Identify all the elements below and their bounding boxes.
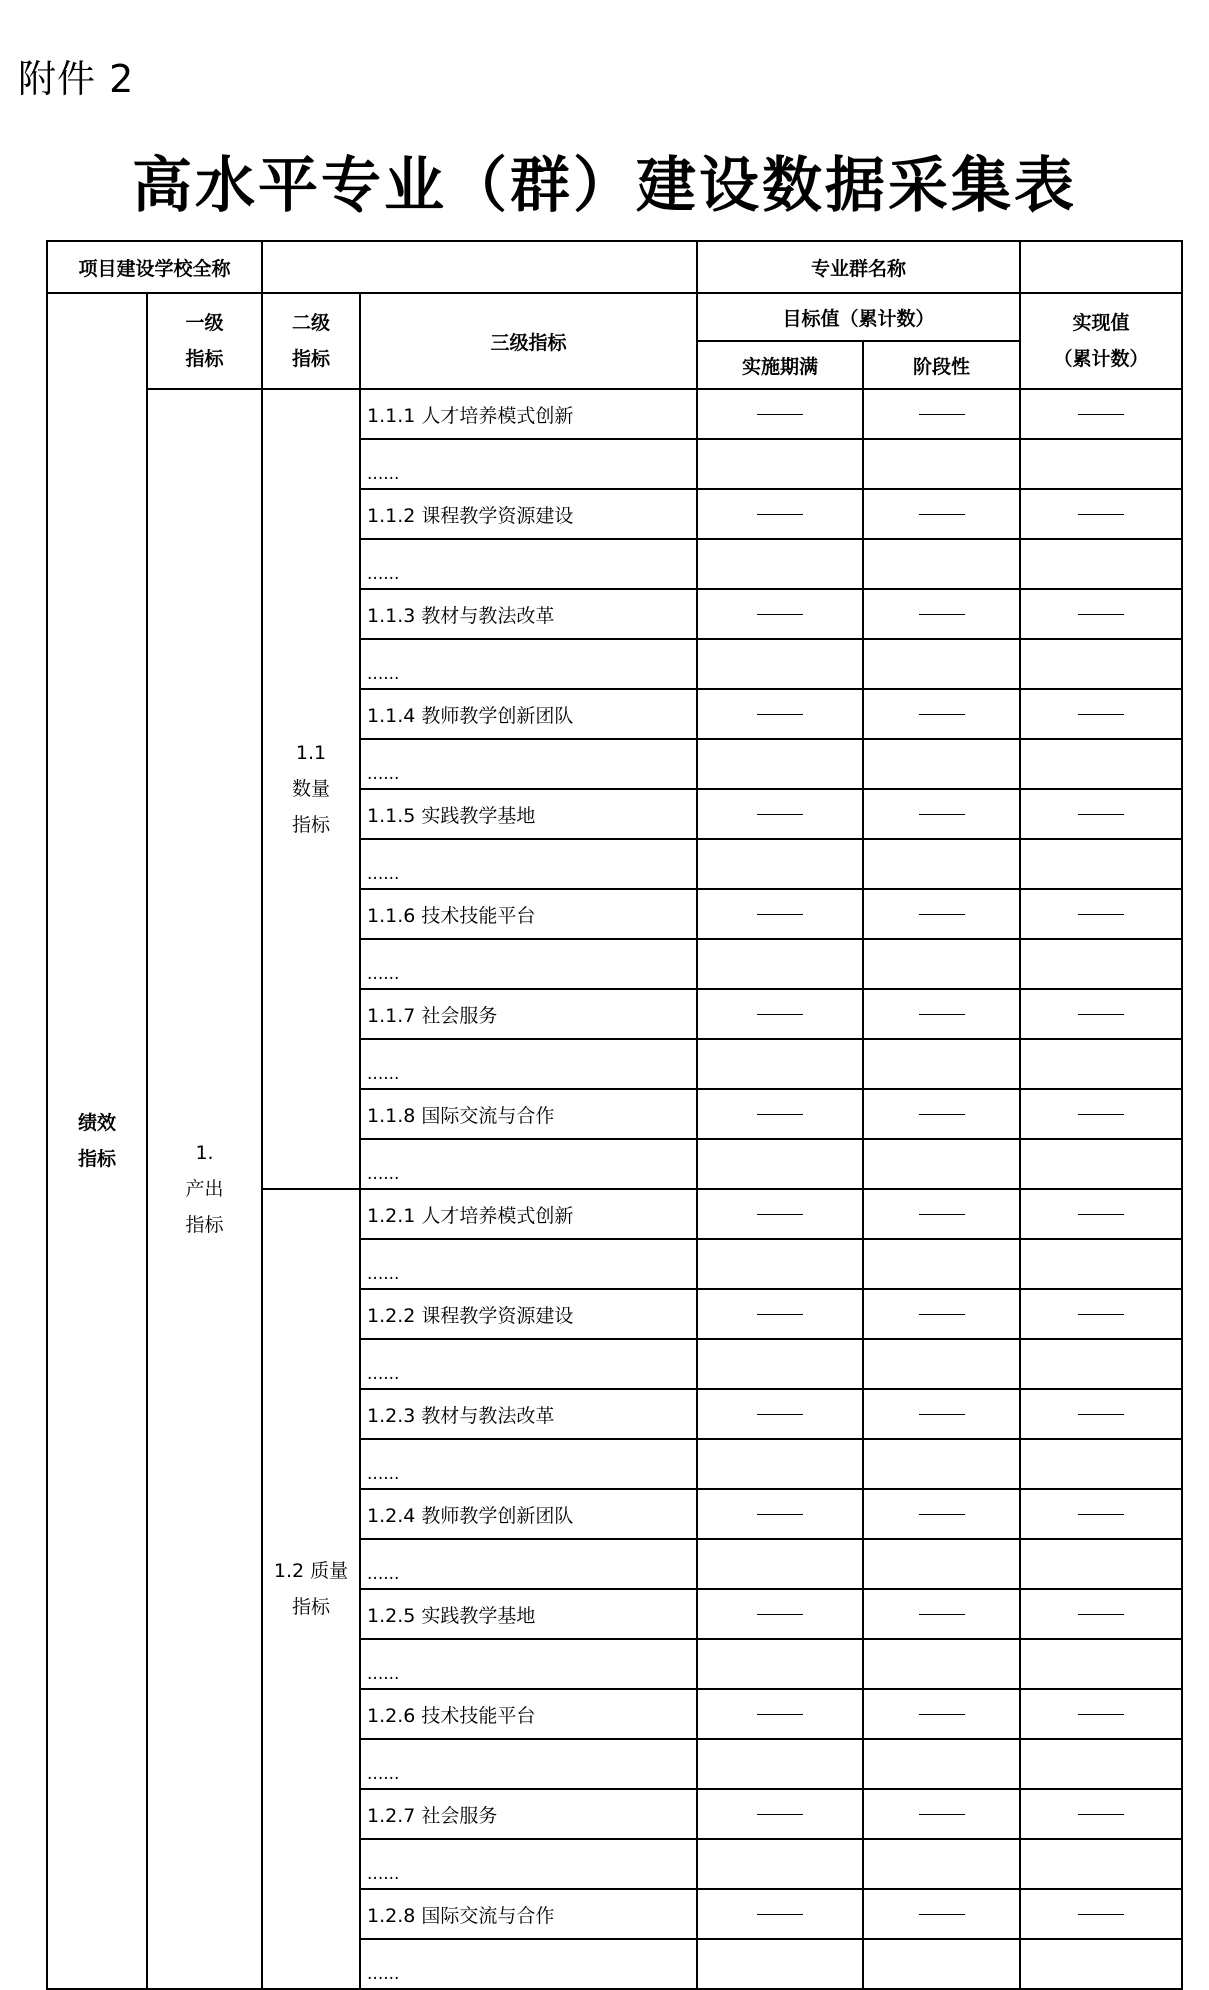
target-full-dash-cell xyxy=(697,1889,863,1939)
dash-mark xyxy=(757,1014,803,1015)
target-full-dash-cell xyxy=(697,1289,863,1339)
target-stage-dash-cell xyxy=(863,1489,1020,1539)
target-stage-input-cell[interactable] xyxy=(863,1939,1020,1989)
actual-input-cell[interactable] xyxy=(1020,1739,1182,1789)
actual-input-cell[interactable] xyxy=(1020,939,1182,989)
ellipsis-cell: ...... xyxy=(360,839,697,889)
indicator-item: 1.1.2 课程教学资源建设 xyxy=(360,489,697,539)
target-full-input-cell[interactable] xyxy=(697,1139,863,1189)
level1-output-cell xyxy=(147,389,262,1989)
actual-input-cell[interactable] xyxy=(1020,1839,1182,1889)
indicator-item: 1.2.3 教材与教法改革 xyxy=(360,1389,697,1439)
actual-input-cell[interactable] xyxy=(1020,1039,1182,1089)
ellipsis-cell: ...... xyxy=(360,1439,697,1489)
target-stage-dash-cell xyxy=(863,1289,1020,1339)
target-full-dash-cell xyxy=(697,389,863,439)
target-stage-dash-cell xyxy=(863,489,1020,539)
target-full-dash-cell xyxy=(697,789,863,839)
dash-mark xyxy=(757,1414,803,1415)
target-full-input-cell[interactable] xyxy=(697,1239,863,1289)
actual-header-line-2: （累计数） xyxy=(1053,348,1149,370)
actual-dash-cell xyxy=(1020,1289,1182,1339)
target-full-input-cell[interactable] xyxy=(697,1639,863,1689)
target-stage-dash-cell xyxy=(863,389,1020,439)
target-stage-input-cell[interactable] xyxy=(863,1539,1020,1589)
ellipsis-cell: ...... xyxy=(360,1339,697,1389)
indicator-item: 1.1.6 技术技能平台 xyxy=(360,889,697,939)
level2-cell xyxy=(262,389,360,1189)
dash-mark xyxy=(757,1614,803,1615)
ellipsis-cell: ...... xyxy=(360,1039,697,1089)
target-full-header: 实施期满 xyxy=(697,341,863,389)
indicator-item: 1.1.1 人才培养模式创新 xyxy=(360,389,697,439)
target-full-dash-cell xyxy=(697,889,863,939)
target-stage-input-cell[interactable] xyxy=(863,1339,1020,1389)
dash-mark xyxy=(919,1714,965,1715)
target-stage-dash-cell xyxy=(863,1389,1020,1439)
actual-input-cell[interactable] xyxy=(1020,1239,1182,1289)
dash-mark xyxy=(919,814,965,815)
dash-mark xyxy=(1078,1014,1124,1015)
dash-mark xyxy=(1078,1814,1124,1815)
indicator-item: 1.1.5 实践教学基地 xyxy=(360,789,697,839)
target-stage-dash-cell xyxy=(863,1089,1020,1139)
actual-input-cell[interactable] xyxy=(1020,739,1182,789)
dash-mark xyxy=(919,1914,965,1915)
target-stage-input-cell[interactable] xyxy=(863,539,1020,589)
target-full-input-cell[interactable] xyxy=(697,639,863,689)
target-full-input-cell[interactable] xyxy=(697,1339,863,1389)
dash-mark xyxy=(919,1014,965,1015)
target-full-input-cell[interactable] xyxy=(697,539,863,589)
actual-dash-cell xyxy=(1020,1689,1182,1739)
target-full-dash-cell xyxy=(697,689,863,739)
actual-dash-cell xyxy=(1020,1489,1182,1539)
dash-mark xyxy=(1078,914,1124,915)
actual-dash-cell xyxy=(1020,1789,1182,1839)
actual-input-cell[interactable] xyxy=(1020,1139,1182,1189)
indicator-item: 1.1.7 社会服务 xyxy=(360,989,697,1039)
level1-header xyxy=(147,293,262,389)
indicator-item: 1.2.8 国际交流与合作 xyxy=(360,1889,697,1939)
header-row-school xyxy=(47,241,1182,293)
target-full-dash-cell xyxy=(697,1489,863,1539)
target-stage-dash-cell xyxy=(863,989,1020,1039)
dash-mark xyxy=(757,714,803,715)
actual-dash-cell xyxy=(1020,1889,1182,1939)
target-stage-dash-cell xyxy=(863,689,1020,739)
dash-mark xyxy=(1078,1714,1124,1715)
ellipsis-cell: ...... xyxy=(360,539,697,589)
dash-mark xyxy=(757,814,803,815)
target-stage-dash-cell xyxy=(863,889,1020,939)
actual-dash-cell xyxy=(1020,989,1182,1039)
target-full-input-cell[interactable] xyxy=(697,1739,863,1789)
ellipsis-cell: ...... xyxy=(360,639,697,689)
dash-mark xyxy=(757,414,803,415)
level3-header: 三级指标 xyxy=(360,293,697,389)
target-stage-input-cell[interactable] xyxy=(863,1039,1020,1089)
target-stage-input-cell[interactable] xyxy=(863,439,1020,489)
ellipsis-cell: ...... xyxy=(360,939,697,989)
target-full-dash-cell xyxy=(697,489,863,539)
level2-cell xyxy=(262,1189,360,1989)
target-stage-dash-cell xyxy=(863,1189,1020,1239)
dash-mark xyxy=(919,1114,965,1115)
actual-dash-cell xyxy=(1020,489,1182,539)
actual-input-cell[interactable] xyxy=(1020,439,1182,489)
dash-mark xyxy=(1078,1314,1124,1315)
target-stage-input-cell[interactable] xyxy=(863,839,1020,889)
target-stage-header: 阶段性 xyxy=(863,341,1020,389)
dash-mark xyxy=(757,1814,803,1815)
ellipsis-cell: ...... xyxy=(360,1939,697,1989)
target-stage-dash-cell xyxy=(863,1589,1020,1639)
target-stage-dash-cell xyxy=(863,1789,1020,1839)
target-full-dash-cell xyxy=(697,1389,863,1439)
dash-mark xyxy=(919,1414,965,1415)
dash-mark xyxy=(757,614,803,615)
target-full-dash-cell xyxy=(697,1689,863,1739)
target-stage-dash-cell xyxy=(863,1889,1020,1939)
dash-mark xyxy=(757,1714,803,1715)
target-full-input-cell[interactable] xyxy=(697,839,863,889)
level1-output-line-2: 产出 xyxy=(185,1178,224,1200)
level2-label-line-1: 1.2 质量 xyxy=(273,1560,349,1582)
actual-header-line-1: 实现值 xyxy=(1072,312,1130,334)
target-stage-dash-cell xyxy=(863,589,1020,639)
school-name-field[interactable] xyxy=(262,241,697,293)
group-name-label: 专业群名称 xyxy=(697,241,1020,293)
target-full-dash-cell xyxy=(697,1789,863,1839)
dash-mark xyxy=(919,1214,965,1215)
actual-input-cell[interactable] xyxy=(1020,1439,1182,1489)
actual-input-cell[interactable] xyxy=(1020,1339,1182,1389)
group-name-field[interactable] xyxy=(1020,241,1182,293)
dash-mark xyxy=(919,1814,965,1815)
category-line-2: 指标 xyxy=(77,1148,116,1170)
level2-label-line-2: 指标 xyxy=(292,1596,331,1618)
target-full-input-cell[interactable] xyxy=(697,1539,863,1589)
dash-mark xyxy=(757,514,803,515)
dash-mark xyxy=(1078,1514,1124,1515)
target-stage-dash-cell xyxy=(863,1689,1020,1739)
indicator-item: 1.2.6 技术技能平台 xyxy=(360,1689,697,1739)
actual-dash-cell xyxy=(1020,589,1182,639)
ellipsis-cell: ...... xyxy=(360,439,697,489)
target-stage-input-cell[interactable] xyxy=(863,639,1020,689)
category-line-1: 绩效 xyxy=(77,1112,116,1134)
target-header: 目标值（累计数） xyxy=(697,293,1020,341)
level2-label-line-3: 指标 xyxy=(292,814,331,836)
ellipsis-cell: ...... xyxy=(360,739,697,789)
target-stage-input-cell[interactable] xyxy=(863,1439,1020,1489)
actual-dash-cell xyxy=(1020,789,1182,839)
page-title: 高水平专业（群）建设数据采集表 xyxy=(132,151,1077,221)
target-full-input-cell[interactable] xyxy=(697,439,863,489)
target-full-input-cell[interactable] xyxy=(697,1939,863,1989)
dash-mark xyxy=(1078,814,1124,815)
table-row xyxy=(47,389,1182,439)
ellipsis-cell: ...... xyxy=(360,1839,697,1889)
ellipsis-cell: ...... xyxy=(360,1639,697,1689)
dash-mark xyxy=(1078,1214,1124,1215)
ellipsis-cell: ...... xyxy=(360,1239,697,1289)
target-full-input-cell[interactable] xyxy=(697,1839,863,1889)
target-stage-input-cell[interactable] xyxy=(863,939,1020,989)
target-full-dash-cell xyxy=(697,589,863,639)
target-stage-input-cell[interactable] xyxy=(863,739,1020,789)
actual-input-cell[interactable] xyxy=(1020,1939,1182,1989)
target-full-dash-cell xyxy=(697,989,863,1039)
dash-mark xyxy=(1078,414,1124,415)
actual-input-cell[interactable] xyxy=(1020,539,1182,589)
target-full-input-cell[interactable] xyxy=(697,1439,863,1489)
target-stage-input-cell[interactable] xyxy=(863,1839,1020,1889)
actual-dash-cell xyxy=(1020,389,1182,439)
indicator-item: 1.2.7 社会服务 xyxy=(360,1789,697,1839)
dash-mark xyxy=(1078,1414,1124,1415)
actual-header xyxy=(1020,293,1182,389)
level1-header-line-2: 指标 xyxy=(185,348,224,370)
attachment-label: 附件 2 xyxy=(18,57,135,101)
header-row-columns xyxy=(47,293,1182,341)
level1-output-line-1: 1. xyxy=(195,1142,214,1164)
target-full-dash-cell xyxy=(697,1589,863,1639)
target-stage-input-cell[interactable] xyxy=(863,1239,1020,1289)
level2-header-line-1: 二级 xyxy=(292,312,331,334)
actual-input-cell[interactable] xyxy=(1020,639,1182,689)
level2-header xyxy=(262,293,360,389)
target-full-input-cell[interactable] xyxy=(697,1039,863,1089)
indicator-item: 1.1.3 教材与教法改革 xyxy=(360,589,697,639)
actual-input-cell[interactable] xyxy=(1020,1639,1182,1689)
actual-dash-cell xyxy=(1020,1089,1182,1139)
actual-input-cell[interactable] xyxy=(1020,1539,1182,1589)
actual-input-cell[interactable] xyxy=(1020,839,1182,889)
dash-mark xyxy=(757,1214,803,1215)
target-full-input-cell[interactable] xyxy=(697,939,863,989)
actual-dash-cell xyxy=(1020,1189,1182,1239)
level1-header-line-1: 一级 xyxy=(185,312,224,334)
actual-dash-cell xyxy=(1020,1589,1182,1639)
dash-mark xyxy=(757,914,803,915)
ellipsis-cell: ...... xyxy=(360,1539,697,1589)
data-collection-table xyxy=(46,240,1183,1990)
dash-mark xyxy=(919,1514,965,1515)
level1-output-line-3: 指标 xyxy=(185,1214,224,1236)
indicator-item: 1.1.4 教师教学创新团队 xyxy=(360,689,697,739)
dash-mark xyxy=(919,714,965,715)
indicator-item: 1.2.5 实践教学基地 xyxy=(360,1589,697,1639)
indicator-item: 1.1.8 国际交流与合作 xyxy=(360,1089,697,1139)
target-stage-input-cell[interactable] xyxy=(863,1639,1020,1689)
dash-mark xyxy=(1078,614,1124,615)
target-stage-input-cell[interactable] xyxy=(863,1139,1020,1189)
dash-mark xyxy=(757,1314,803,1315)
level2-label-line-1: 1.1 xyxy=(295,742,327,764)
dash-mark xyxy=(919,514,965,515)
dash-mark xyxy=(919,1314,965,1315)
indicator-item: 1.2.1 人才培养模式创新 xyxy=(360,1189,697,1239)
dash-mark xyxy=(757,1514,803,1515)
ellipsis-cell: ...... xyxy=(360,1139,697,1189)
category-cell xyxy=(47,293,147,1989)
target-full-dash-cell xyxy=(697,1089,863,1139)
dash-mark xyxy=(1078,1114,1124,1115)
target-stage-input-cell[interactable] xyxy=(863,1739,1020,1789)
actual-dash-cell xyxy=(1020,689,1182,739)
dash-mark xyxy=(1078,714,1124,715)
dash-mark xyxy=(919,1614,965,1615)
dash-mark xyxy=(757,1914,803,1915)
ellipsis-cell: ...... xyxy=(360,1739,697,1789)
school-name-label: 项目建设学校全称 xyxy=(47,241,262,293)
level2-header-line-2: 指标 xyxy=(292,348,331,370)
level2-label-line-2: 数量 xyxy=(292,778,331,800)
actual-dash-cell xyxy=(1020,1389,1182,1439)
indicator-item: 1.2.2 课程教学资源建设 xyxy=(360,1289,697,1339)
dash-mark xyxy=(919,414,965,415)
target-full-dash-cell xyxy=(697,1189,863,1239)
target-full-input-cell[interactable] xyxy=(697,739,863,789)
dash-mark xyxy=(1078,1914,1124,1915)
dash-mark xyxy=(1078,1614,1124,1615)
dash-mark xyxy=(919,914,965,915)
actual-dash-cell xyxy=(1020,889,1182,939)
dash-mark xyxy=(757,1114,803,1115)
dash-mark xyxy=(1078,514,1124,515)
indicator-item: 1.2.4 教师教学创新团队 xyxy=(360,1489,697,1539)
dash-mark xyxy=(919,614,965,615)
target-stage-dash-cell xyxy=(863,789,1020,839)
